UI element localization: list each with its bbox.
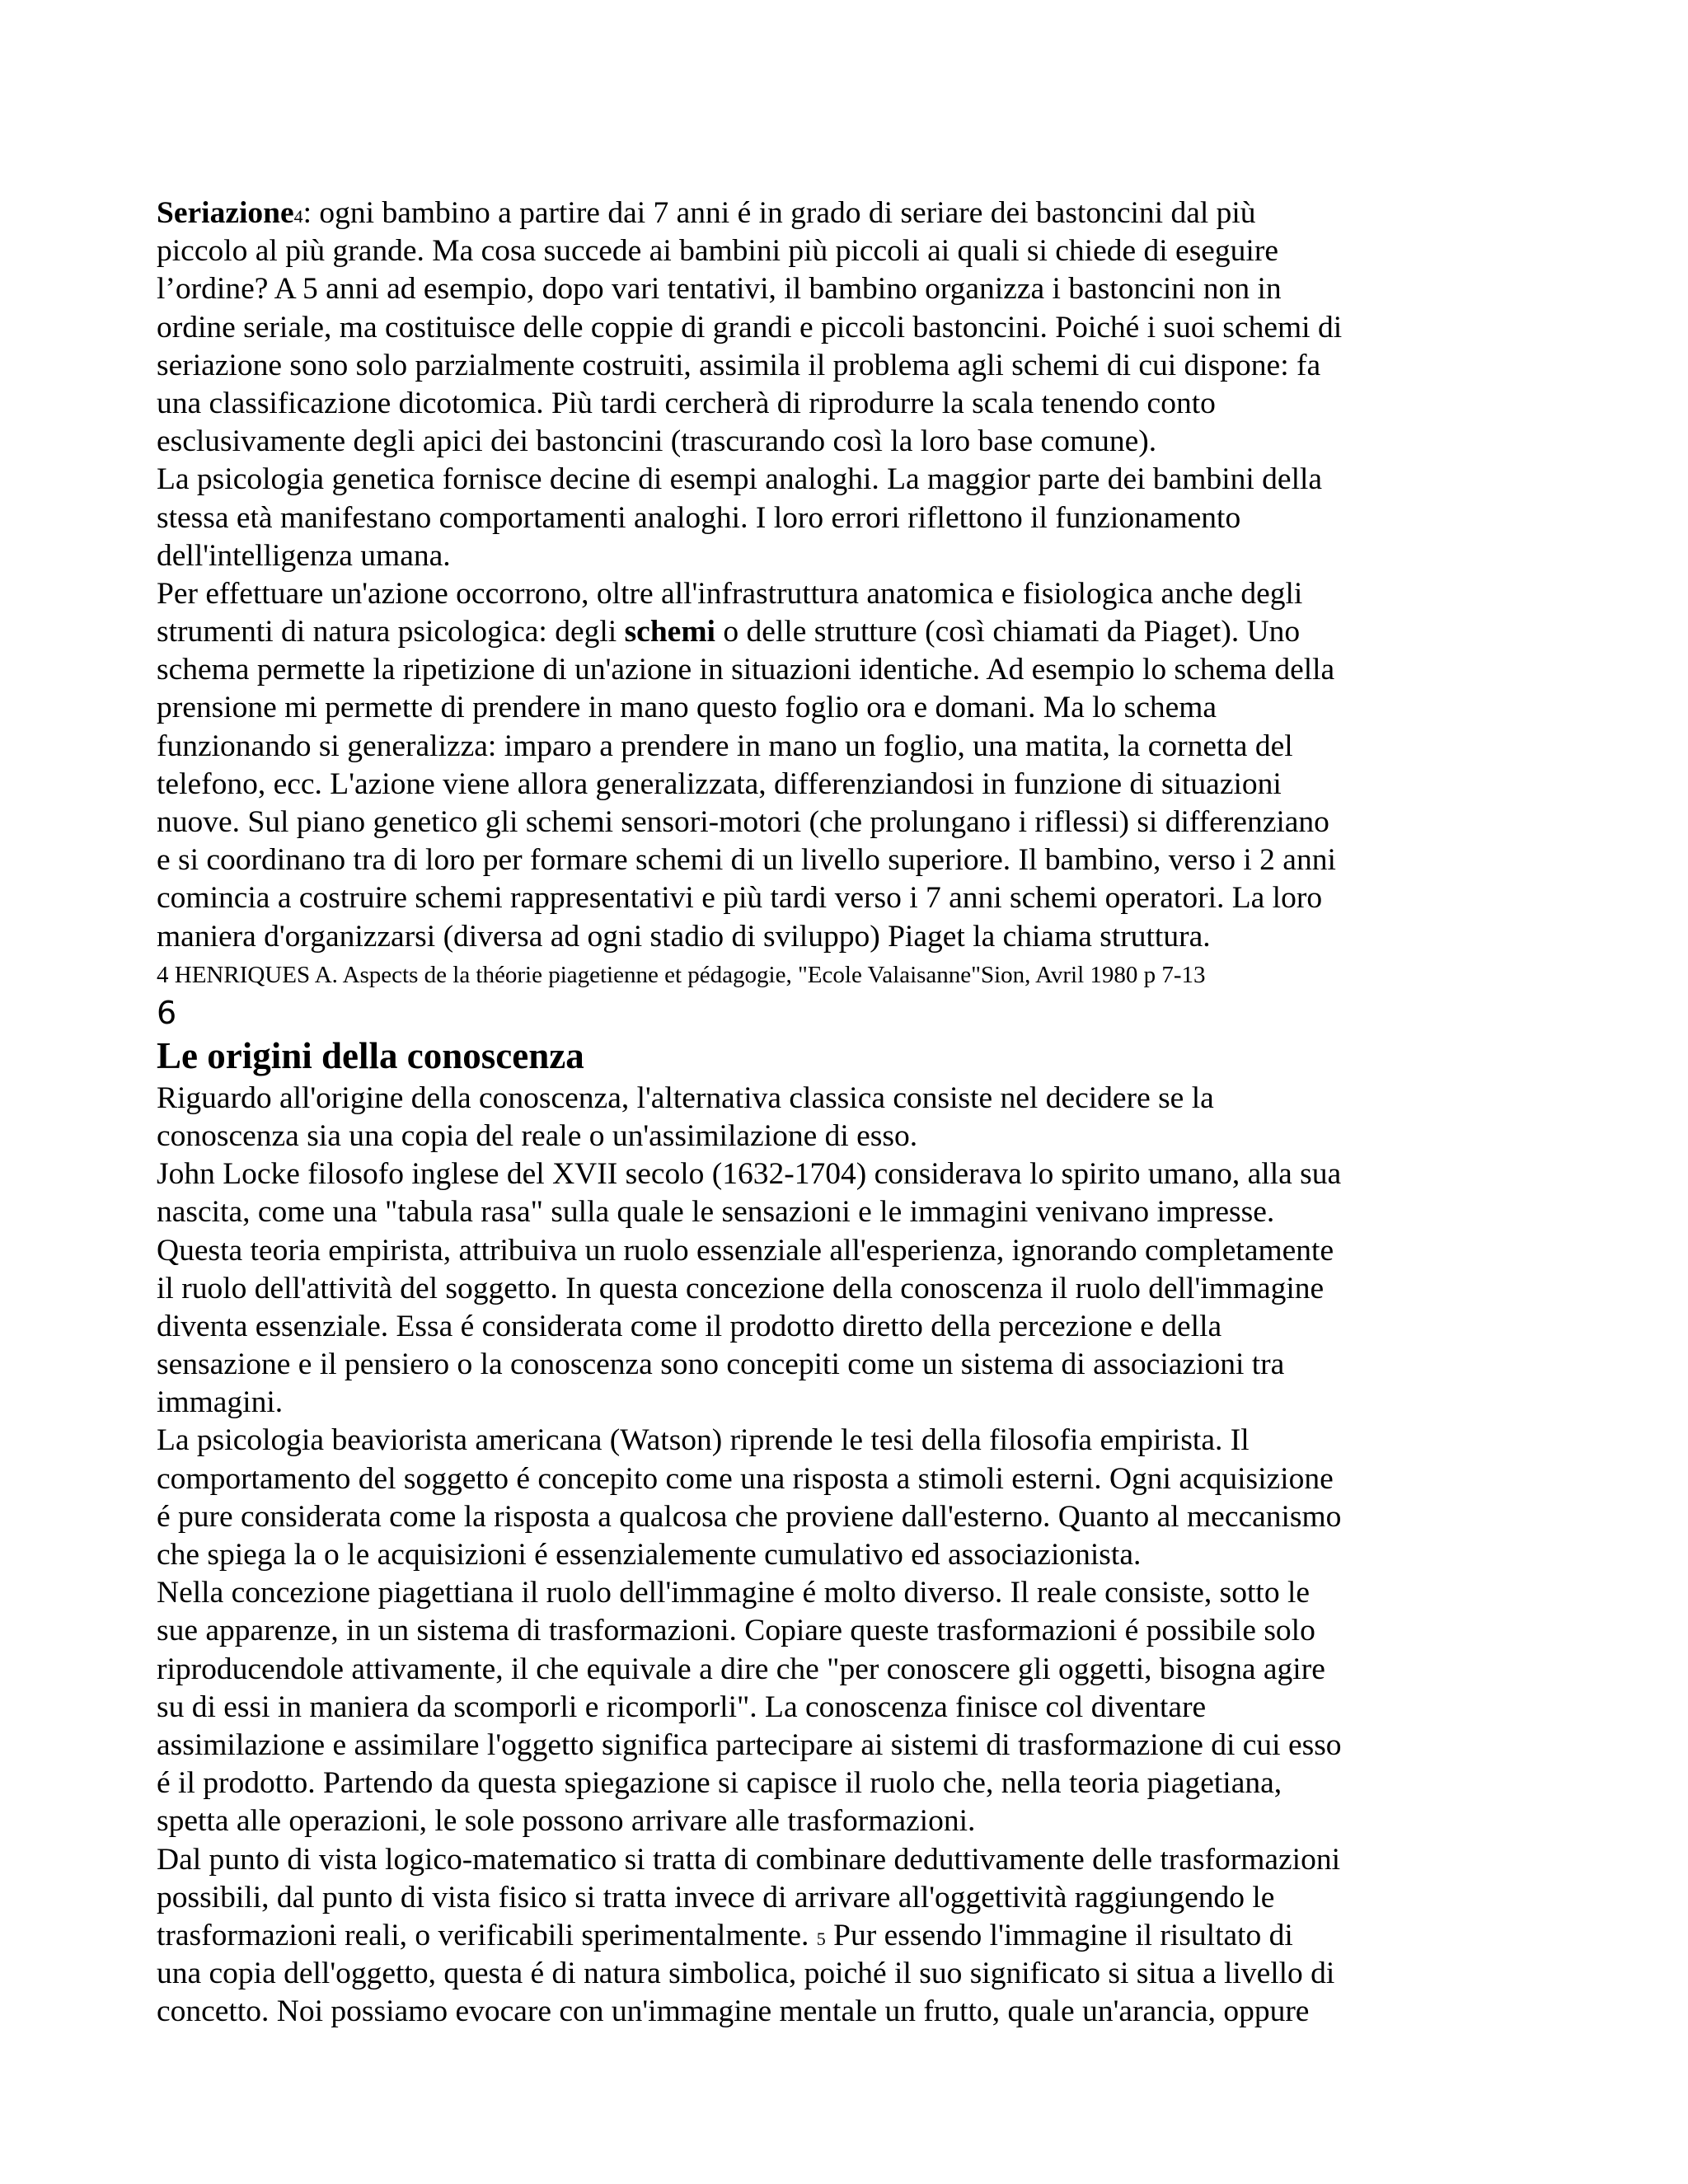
text-line: spetta alle operazioni, le sole possono arrivare alle trasformazioni. <box>157 1804 976 1839</box>
text-line <box>157 1917 1442 1955</box>
text-line: riproducendole attivamente, il che equivale a dire che "per conoscere gli oggetti, bisogna agire <box>157 1652 1325 1686</box>
text-line: maniera d'organizzarsi (diversa ad ogni stadio di sviluppo) Piaget la chiama struttura. <box>157 919 1211 954</box>
text-line: esclusivamente degli apici dei bastoncini (trascurando così la loro base comune). <box>157 424 1157 459</box>
text-line: ordine seriale, ma costituisce delle coppie di grandi e piccoli bastoncini. Poiché i suoi schemi di <box>157 310 1343 344</box>
text-line: assimilazione e assimilare l'oggetto significa partecipare ai sistemi di trasformazione di cui esso <box>157 1727 1342 1762</box>
text-run: o delle strutture (così chiamati da Piaget). Uno <box>715 615 1301 649</box>
text-line: concetto. Noi possiamo evocare con un'immagine mentale un frutto, quale un'arancia, oppure <box>157 1994 1310 2029</box>
text-line: una classificazione dicotomica. Più tardi cercherà di riprodurre la scala tenendo conto <box>157 386 1216 420</box>
term-schemi: schemi <box>624 615 715 649</box>
text-line: funzionando si generalizza: imparo a prendere in mano un foglio, una matita, la cornetta del <box>157 729 1293 763</box>
text-line: comportamento del soggetto é concepito come una risposta a stimoli esterni. Ogni acquisizione <box>157 1461 1334 1496</box>
text-line: che spiega la o le acquisizioni é essenzialemente cumulativo ed associazionista. <box>157 1538 1142 1572</box>
text-run: trasformazioni reali, o verificabili sperimentalmente. <box>157 1918 817 1952</box>
text-line: nuove. Sul piano genetico gli schemi sensori-motori (che prolungano i riflessi) si differenziano <box>157 805 1329 839</box>
document-page <box>157 194 1442 2031</box>
text-line: Questa teoria empirista, attribuiva un ruolo essenziale all'esperienza, ignorando completamente <box>157 1233 1334 1268</box>
text-line: é pure considerata come la risposta a qualcosa che proviene dall'esterno. Quanto al meccanismo <box>157 1499 1342 1534</box>
text-line <box>157 194 1442 232</box>
text-line: seriazione sono solo parzialmente costruiti, assimila il problema agli schemi di cui dispone: fa <box>157 348 1321 382</box>
text-line: Per effettuare un'azione occorrono, oltre all'infrastruttura anatomica e fisiologica anche degli <box>157 576 1303 611</box>
text-line: su di essi in maniera da scomporli e ricomporli". La conoscenza finisce col diventare <box>157 1690 1207 1724</box>
text-line: Nella concezione piagettiana il ruolo dell'immagine é molto diverso. Il reale consiste, sotto le <box>157 1576 1311 1610</box>
section-heading: Le origini della conoscenza <box>157 1034 584 1076</box>
footnote-ref-4[interactable]: 4 <box>293 206 303 227</box>
text-line: conoscenza sia una copia del reale o un'assimilazione di esso. <box>157 1118 918 1153</box>
text-line <box>157 613 1442 651</box>
text-run: Pur essendo l'immagine il risultato di <box>825 1918 1293 1952</box>
text-line: La psicologia beaviorista americana (Watson) riprende le tesi della filosofia empirista. Il <box>157 1423 1250 1458</box>
text-line: Riguardo all'origine della conoscenza, l'alternativa classica consiste nel decidere se la <box>157 1080 1214 1115</box>
text-line: John Locke filosofo inglese del XVII secolo (1632-1704) considerava lo spirito umano, alla sua <box>157 1157 1342 1192</box>
text-line: una copia dell'oggetto, questa é di natura simbolica, poiché il suo significato si situa a livello di <box>157 1957 1335 1991</box>
text-line: e si coordinano tra di loro per formare schemi di un livello superiore. Il bambino, verso i 2 anni <box>157 843 1336 878</box>
text-line: sensazione e il pensiero o la conoscenza sono concepiti come un sistema di associazioni tra <box>157 1347 1285 1382</box>
text-line: é il prodotto. Partendo da questa spiegazione si capisce il ruolo che, nella teoria piagetiana, <box>157 1766 1282 1801</box>
text-line: dell'intelligenza umana. <box>157 538 451 573</box>
text-line: immagini. <box>157 1385 284 1420</box>
text-line: l’ordine? A 5 anni ad esempio, dopo vari tentativi, il bambino organizza i bastoncini non in <box>157 272 1282 307</box>
footnote-ref-5[interactable]: 5 <box>816 1928 826 1949</box>
text-line: schema permette la ripetizione di un'azione in situazioni identiche. Ad esempio lo schema della <box>157 653 1335 687</box>
term-seriazione: Seriazione <box>157 196 294 230</box>
text-line: sue apparenze, in un sistema di trasformazioni. Copiare queste trasformazioni é possibile solo <box>157 1614 1315 1648</box>
text-line: La psicologia genetica fornisce decine di esempi analoghi. La maggior parte dei bambini della <box>157 462 1323 497</box>
page-number: 6 <box>157 994 177 1031</box>
text-line: il ruolo dell'attività del soggetto. In questa concezione della conoscenza il ruolo dell'immagine <box>157 1271 1325 1305</box>
text-line: possibili, dal punto di vista fisico si tratta invece di arrivare all'oggettività raggiungendo le <box>157 1880 1275 1915</box>
text-line: telefono, ecc. L'azione viene allora generalizzata, differenziandosi in funzione di situazioni <box>157 766 1282 801</box>
section-seriazione <box>157 194 1442 956</box>
text-line: nascita, come una "tabula rasa" sulla quale le sensazioni e le immagini venivano impresse. <box>157 1195 1275 1230</box>
footnote-4: 4 HENRIQUES A. Aspects de la théorie piagetienne et pédagogie, "Ecole Valaisanne"Sion, Avril 1980 p 7-13 <box>157 961 1206 988</box>
text-run: strumenti di natura psicologica: degli <box>157 615 625 649</box>
text-line: stessa età manifestano comportamenti analoghi. I loro errori riflettono il funzionamento <box>157 500 1241 535</box>
text-run: : ogni bambino a partire dai 7 anni é in grado di seriare dei bastoncini dal più <box>302 196 1256 230</box>
text-line: diventa essenziale. Essa é considerata come il prodotto diretto della percezione e della <box>157 1309 1222 1343</box>
text-line: prensione mi permette di prendere in mano questo foglio ora e domani. Ma lo schema <box>157 691 1217 725</box>
text-line: Dal punto di vista logico-matematico si tratta di combinare deduttivamente delle trasformazioni <box>157 1842 1341 1877</box>
section-origini-conoscenza <box>157 1032 1442 2032</box>
text-line: piccolo al più grande. Ma cosa succede ai bambini più piccoli ai quali si chiede di eseguire <box>157 234 1278 269</box>
text-line: comincia a costruire schemi rappresentativi e più tardi verso i 7 anni schemi operatori. La loro <box>157 881 1323 916</box>
